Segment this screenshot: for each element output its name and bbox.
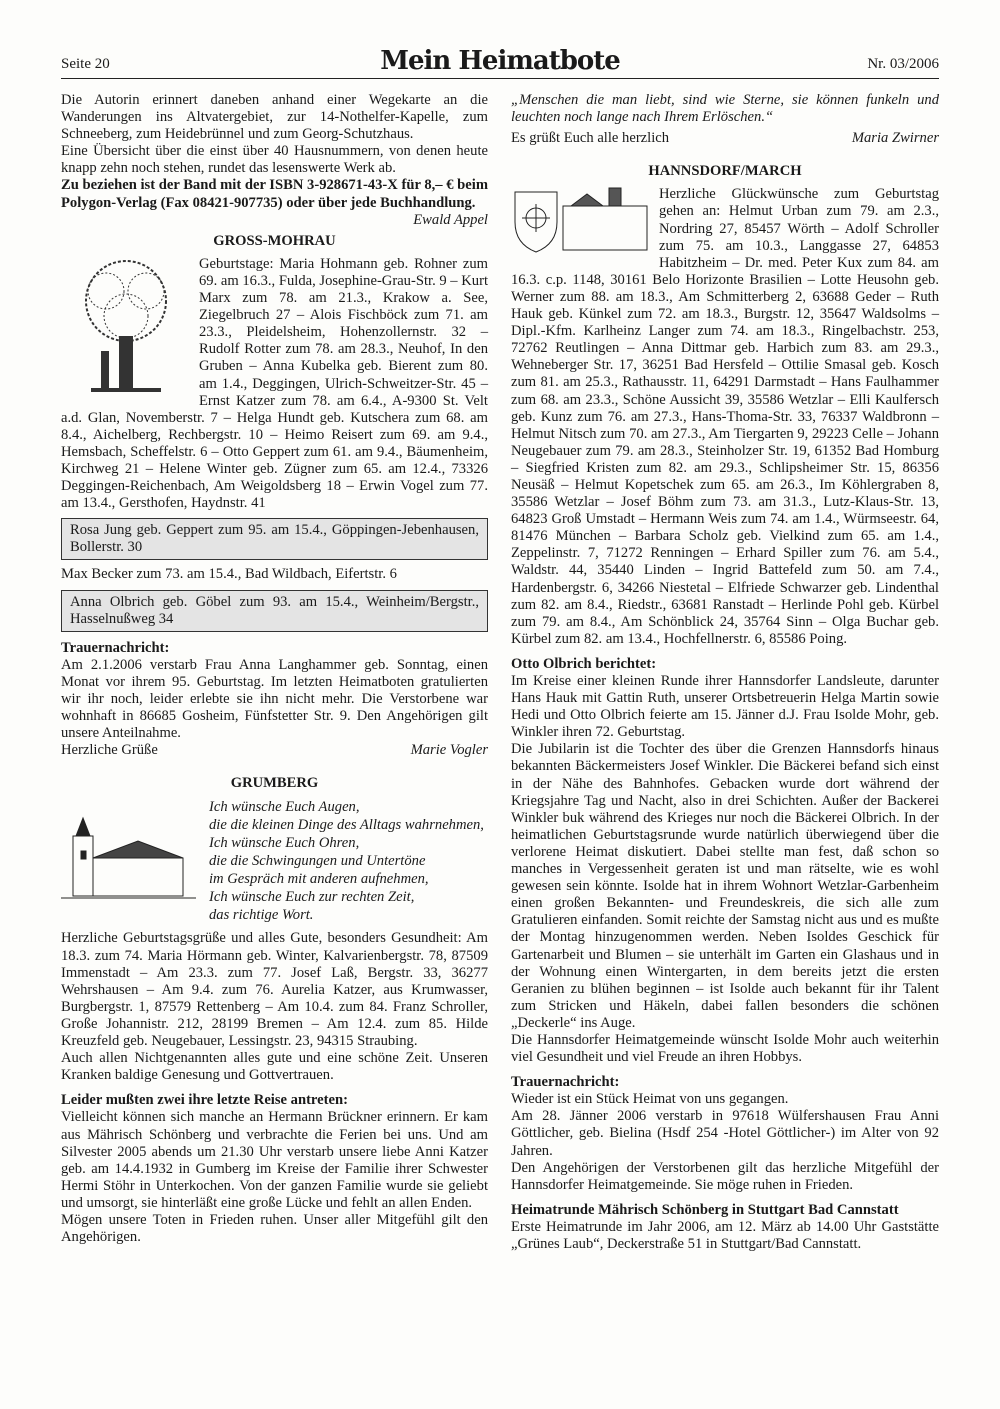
greeting-right: Es grüßt Euch alle herzlich [511, 130, 670, 147]
poem: Ich wünsche Euch Augen, die die kleinen Dinge des Alltags wahrnehmen, Ich wünsche Euch Ohren, die die Schwingungen und Untertöne im Gespräch mit anderen aufnehmen, Ich wünsche Euch zur rechten Zeit, das richtige Wort. [209, 799, 484, 924]
left-column [61, 92, 488, 1246]
trauer-right-1: Wieder ist ein Stück Heimat von uns gegangen. [511, 1091, 789, 1108]
author-ewald: Ewald Appel [413, 211, 488, 228]
intro-text: Die Autorin erinnert daneben anhand einer Wegekarte an die Wanderungen ins Altvatergebiet, zur 14-Nothelfer-Kapelle, zum Schneeberg, zum Heidebrünnel und zum Georg-Schutzhaus. [61, 92, 488, 143]
grumberg-poem-block [61, 798, 488, 924]
grumberg-wishes: Auch allen Nichtgenannten alles gute und eine schöne Zeit. Unseren Kranken baldige Genesung und Gottvertrauen. [61, 1050, 488, 1084]
quote: „Menschen die man liebt, sind wie Sterne, sie können funkeln und leuchten noch lange nach Ihrem Erlöschen.“ [511, 92, 939, 126]
stuttgart-heading: Heimatrunde Mährisch Schönberg in Stuttgart Bad Cannstatt [511, 1201, 899, 1218]
masthead-title: Mein Heimatbote [380, 46, 620, 76]
reise-text: Vielleicht können sich manche an Hermann Brückner erinnern. Er kam aus Mährisch Schönberg und verbrachte die Ferien bei uns. Und am Silvester 2005 abends um 21.30 Uhr verstarb unsere liebe Anni Katzer geb. am 14.4.1932 in Gumberg im Kreise der Familie ihrer Schwester Hermi Stöhr in Unterkochen. Von der ganzen Familie wurde sie geliebt und umsorgt, sie hinterläßt eine große Lücke und fehlt an allen Enden. [61, 1109, 488, 1211]
grumberg-heading: GRUMBERG [230, 775, 319, 792]
highlight-box-rosa: Rosa Jung geb. Geppert zum 95. am 15.4., Göppingen-Jebenhausen, Bollerstr. 30 [61, 518, 488, 560]
gross-mohrau-birthdays: Geburtstage: Maria Hohmann geb. Rohner zum 69. am 16.3., Fulda, Josephine-Grau-Str. 9 – Kurt Marx zum 78. am 21.3., Krakow a. See, Ziegelbruch 27 – Alois Fischböck zum 71. am 23.3., Pleidelsheim, Hohenzollernstr. 32 – Rudolf Rotter zum 78. am 28.3., Neuhof, In den Gruben – Anna Kubelka geb. Bierent zum 80. am 1.4., Deggingen, Ulrich-Schweitzer-Str. 45 – Ernst Katzer zum 78. am 6.4., A-9300 St. Velt a.d. Glan, Novemberstr. 7 – Helga Hundt geb. Kutschera zum 68. am 8.4., Aichelberg, Rechbergstr. 10 – Heimo Reisert zum 69. am 9.4., Hemsbach, Scheffelstr. 6 – Otto Geppert zum 61. am 9.4., Bäumenheim, Kirchweg 21 – Helene Winter geb. Zügner zum 65. am 12.4., 73326 Deggingen-Reichenbach, Am Weigoldsberg 18 – Erwin Vogel zum 77. am 13.4., Gersthofen, Haydnstr. 41 [61, 255, 489, 512]
hannsdorf-birthdays: Herzliche Glückwünsche zum Geburtstag gehen an: Helmut Urban zum 79. am 2.3., Nordring 27, 85457 Wörth – Adolf Schroller zum 75. am 10.3., Langgasse 27, 64853 Habitzheim – Dr. med. Peter Kux zum 84. am 16.3. c.p. 1148, 30161 Belo Horizonte Brasilien – Lotte Heusohn geb. Werner zum 88. am 18.3., Am Schmitterberg 2, 63688 Geder – Ruth Hauk geb. Künkel zum 72. am 18.3., Burgstr. 12, 35647 Waldsolms – Dipl.-Kfm. Karlheinz Langer zum 74. am 18.3., Ringelbachstr. 253, 72762 Reutlingen – Anna Dittmar geb. Harbich zum 83. am 29.3., Wehneberger Str. 17, 36251 Bad Hersfeld – Ottilie Smasal geb. Kosch zum 81. am 25.3., Rathausstr. 11, 64291 Darmstadt – Hans Faulhammer zum 68. am 23.3., Schöne Aussicht 39, 35586 Wetzlar – Elli Kaulfersch geb. Kunz zum 76. am 27.3., Hans-Thoma-Str. 33, 76337 Waldbronn – Helmut Nitsch zum 70. am 27.3., Am Tiergarten 9, 29223 Celle – Johann Neugebauer zum 79. am 28.3., Steinholzer Str. 19, 61352 Bad Homburg – Siegfried Kristen zum 82. am 29.3., Schlipsheimer Str. 15, 86356 Neusäß – Helmut Kopetschek zum 65. am 26.3., Im Köhlergraben 8, 35586 Wetzlar – Josef Böhm zum 73. am 31.3., Lutz-Klaus-Str. 13, 64823 Groß Umstadt – Hermann Weis zum 74. am 1.4., Würmseestr. 64, 81476 München – Barbara Scholz geb. Vielkind zum 65. am 1.4., Zeppelinstr. 7, 71272 Renningen – Erhard Spiller zum 76. am 5.4., Waldstr. 44, 35440 Linden – Ingrid Battefeld zum 50. am 7.4., Hardenbergstr. 6, 34266 Niestetal – Elfriede Schwarzer geb. Lindenthal zum 82. am 8.4., Riedstr., 63681 Ranstadt – Herlinde Pohl geb. Kürbel zum 79. am 8.4., Am Schönblick 24, 35764 Sinn – Olga Buchar geb. Kürbel zum 82. am 13.4., Hochfellnerstr. 6, 85586 Poing. [511, 186, 939, 647]
grumberg-birthdays: Herzliche Geburtstagsgrüße und alles Gute, besonders Gesundheit: Am 18.3. zum 74. Maria Hörmann geb. Winter, Kalvarienbergstr. 78, 87509 Immenstadt – Am 23.3. zum 77. Josef Laß, Bergstr. 33, 36277 Wehrshausen – Am 9.4. zum 76. Aurelia Katzer, aus Krumwasser, Burgbergstr. 1, 87579 Rettenberg – Am 10.4. zum 84. Franz Schroller, Große Johannistr. 212, 28199 Bremen – Am 12.4. zum 85. Hilde Kreuzfeld geb. Neugebauer, Lessingstr. 23, 94315 Straubing. [61, 930, 488, 1050]
olbrich-text-3: Die Hannsdorfer Heimatgemeinde wünscht Isolde Mohr auch weiterhin viel Gesundheit und viel Freude an ihren Hobbys. [511, 1031, 939, 1066]
church-illustration [61, 816, 196, 906]
issue-number: Nr. 03/2006 [867, 56, 939, 72]
trauer-right-2: Am 28. Jänner 2006 verstarb in 97618 Wülfershausen Frau Anni Göttlicher, geb. Bielina (Hsdf 254 -Hotel Göttlicher-) im Alter von 92 Jahren. [511, 1108, 939, 1159]
trauer-heading: Trauernachricht: [61, 639, 170, 656]
reise-text-2: Mögen unsere Toten in Frieden ruhen. Unser aller Mitgefühl gilt den Angehörigen. [61, 1211, 488, 1246]
olbrich-text: Im Kreise einer kleinen Runde ihrer Hannsdorfer Landsleute, darunter Hans Hauk mit Gattin Ruth, unserer Ortsbetreuerin Helga Martin sowie Hedi und Otto Olbrich feierte am 15. Jänner d.J. Frau Isolde Mohr, geb. Winkler ihren 72. Geburtstag. [511, 673, 939, 741]
intro-text-2: Eine Übersicht über die einst über 40 Hausnummern, von denen heute knapp zehn noch stehen, rundet das lesenswerte Werk ab. [61, 143, 488, 177]
max-becker: Max Becker zum 73. am 15.4., Bad Wildbach, Eifertstr. 6 [61, 566, 397, 583]
hannsdorf-emblem [511, 186, 651, 261]
right-column [511, 92, 939, 1253]
stuttgart-text: Erste Heimatrunde im Jahr 2006, am 12. März ab 14.00 Uhr Gaststätte „Grünes Laub“, Deckerstraße 51 in Stuttgart/Bad Cannstatt. [511, 1218, 939, 1252]
order-info: Zu beziehen ist der Band mit der ISBN 3-928671-43-X für 8,– € beim Polygon-Verlag (Fax 08421-907735) oder über jede Buchhandlung. [61, 177, 488, 211]
page-header [61, 48, 939, 79]
gross-mohrau-heading: GROSS-MOHRAU [213, 232, 336, 249]
reise-heading: Leider mußten zwei ihre letzte Reise antreten: [61, 1092, 348, 1109]
author-maria: Maria Zwirner [851, 130, 939, 147]
author-marie: Marie Vogler [410, 742, 488, 759]
page-number: Seite 20 [61, 56, 110, 72]
trauer-right-3: Den Angehörigen der Verstorbenen gilt das herzliche Mitgefühl der Hannsdorfer Heimatgemeinde. Sie möge ruhen in Frieden. [511, 1159, 939, 1193]
olbrich-text-2: Die Jubilarin ist die Tochter des über die Grenzen Hannsdorfs hinaus bekannten Bäckermeisters Josef Winkler. Die Bäckerei befand sich einst in der Nähe des Bahnhofes. Gebacken wurde dort während der Kriegsjahre Tag und Nacht, also in drei Schichten. Außer der Backerei Winkler buk während des Krieges nur noch die Bäckerei Olbrich. In der heimatlichen Geburtstagsrunde wurde natürlich überwiegend über die verlorene Heimat diskutiert. Dabei stellte man fest, daß schon so manches in Vergessenheit geraten ist und man rätselte, wie es wohl gewesen sein könnte. Isolde hat in ihrem Wohnort Wetzlar-Garbenheim einen großen Bekannten- und Freundeskreis, die sich alle zum Gratulieren einfanden. Somit reichte der Samstag nicht aus und es mußte der Montag hinzugenommen werden. Neben Isoldes Geschick für Gartenarbeit und Blumen – sie unterhält im Garten ein Glashaus und in der Wohnung einen Wintergarten, in dem bereits jetzt die ersten Geranien zu blühen beginnen – ist Isolde auch bekannt für ihr Talent zum Stricken und Häkeln, dabei fallen besonders die schönen „Deckerle“ ins Auge. [511, 741, 939, 1031]
hannsdorf-heading: HANNSDORF/MARCH [648, 163, 802, 180]
trauer-text: Am 2.1.2006 verstarb Frau Anna Langhammer geb. Sonntag, einen Monat vor ihrem 95. Geburtstag. Im letzten Heimatboten gratulierten wir ihr noch, leider erlebte sie ihn nicht mehr. Die Verstorbene war wohnhaft in 86685 Gosheim, Fünfstetter Str. 9. Den Angehörigen gilt unsere Anteilnahme. [61, 656, 488, 742]
tree-illustration [61, 256, 191, 401]
greeting: Herzliche Grüße [61, 742, 158, 759]
olbrich-heading: Otto Olbrich berichtet: [511, 655, 657, 672]
trauer-heading-right: Trauernachricht: [511, 1074, 620, 1091]
highlight-box-anna: Anna Olbrich geb. Göbel zum 93. am 15.4., Weinheim/Bergstr., Hasselnußweg 34 [61, 590, 488, 632]
